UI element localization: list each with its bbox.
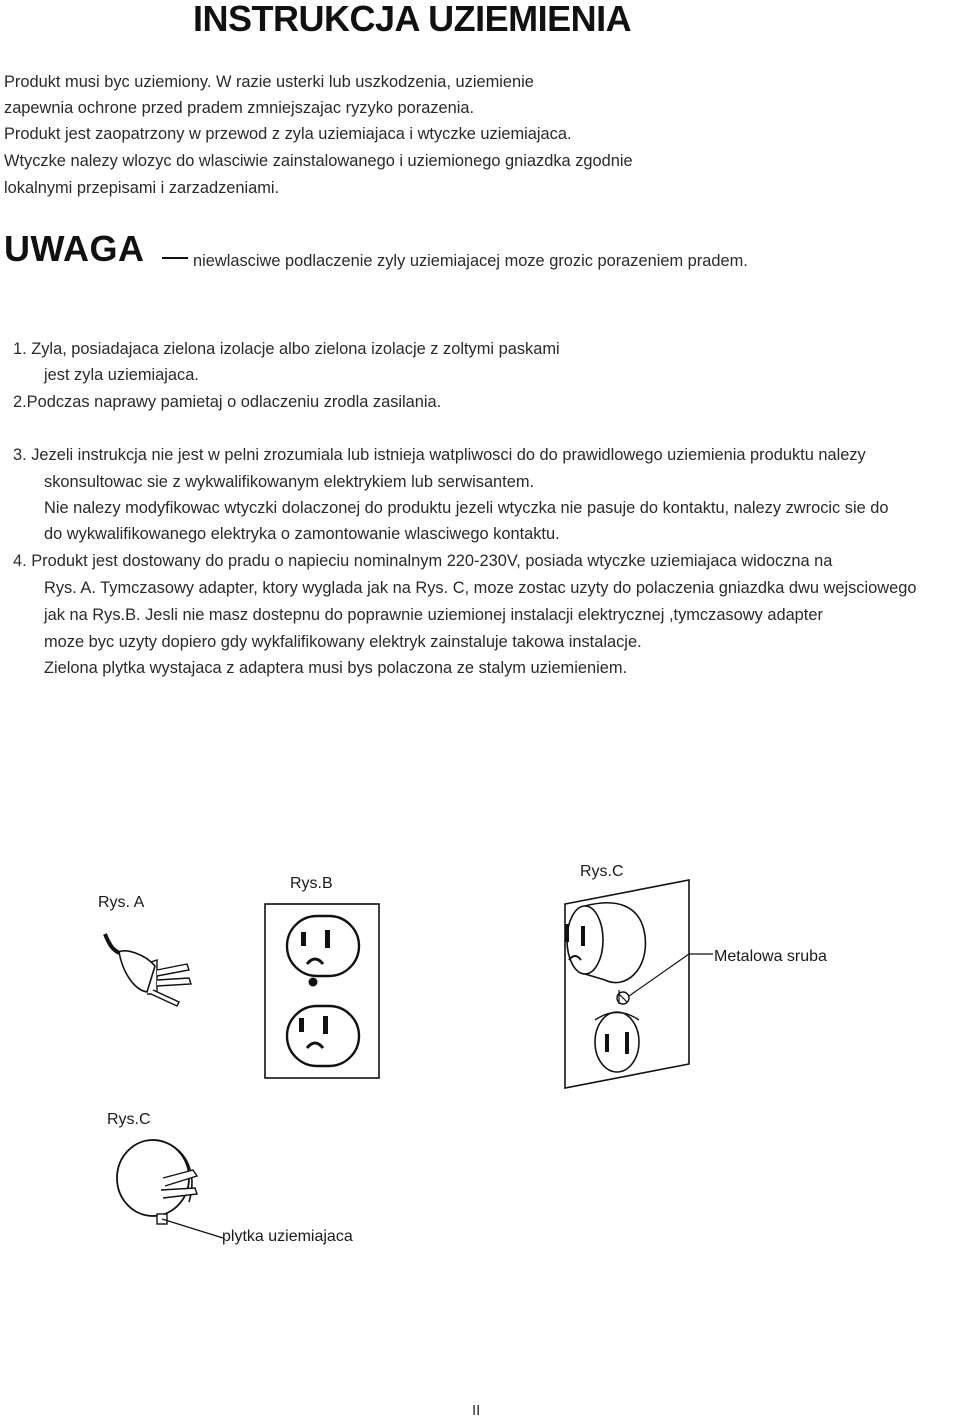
list-line: Nie nalezy modyfikowac wtyczki dolaczonej do produktu jezeli wtyczka nie pasuje do kontaktu, nalezy zwrocic sie do xyxy=(44,499,889,517)
intro-line: Wtyczke nalezy wlozyc do wlasciwie zainstalowanego i uziemionego gniazdka zgodnie xyxy=(4,152,633,170)
plate-label: plytka uziemiajaca xyxy=(222,1228,353,1245)
list-line: Zielona plytka wystajaca z adaptera musi bys polaczona ze stalym uziemieniem. xyxy=(44,659,628,677)
list-line: 2.Podczas naprawy pamietaj o odlaczeniu zrodla zasilania. xyxy=(13,393,442,411)
intro-line: Produkt musi byc uziemiony. W razie usterki lub uszkodzenia, uziemienie xyxy=(4,73,534,91)
duplex-outlet-illustration xyxy=(263,902,383,1082)
list-line: jak na Rys.B. Jesli nie masz dostepnu do poprawnie uziemionej instalacji elektrycznej ,tymczasowy adapter xyxy=(44,606,823,624)
intro-line: lokalnymi przepisami i zarzadzeniami. xyxy=(4,179,280,197)
page-number: II xyxy=(472,1402,481,1419)
adapter-with-plate-illustration xyxy=(105,1130,235,1240)
list-line: do wykwalifikowanego elektryka o zamontowanie wlasciwego kontaktu. xyxy=(44,525,560,543)
warning-dash xyxy=(162,257,188,259)
screw-label: Metalowa sruba xyxy=(714,948,827,965)
page-title: INSTRUKCJA UZIEMIENIA xyxy=(193,0,632,39)
fig-b-label: Rys.B xyxy=(290,875,333,892)
list-line: jest zyla uziemiajaca. xyxy=(44,366,199,384)
fig-c-label: Rys.C xyxy=(580,863,624,880)
list-line: Rys. A. Tymczasowy adapter, ktory wyglada jak na Rys. C, moze zostac uzyty do polaczenia gniazdka dwu wejsciowego xyxy=(44,579,917,597)
list-line: 1. Zyla, posiadajaca zielona izolacje albo zielona izolacje z zoltymi paskami xyxy=(13,340,560,358)
fig-c2-label: Rys.C xyxy=(107,1111,151,1128)
list-line: 3. Jezeli instrukcja nie jest w pelni zrozumiala lub istnieja watpliwosci do do prawidlowego uziemienia produktu nalezy xyxy=(13,446,866,464)
fig-a-label: Rys. A xyxy=(98,894,145,911)
list-line: skonsultowac sie z wykwalifikowanym elektrykiem lub serwisantem. xyxy=(44,473,535,491)
warning-label: UWAGA xyxy=(4,228,145,269)
list-line: 4. Produkt jest dostowany do pradu o napieciu nominalnym 220-230V, posiada wtyczke uziemiajaca widoczna na xyxy=(13,552,833,570)
list-line: moze byc uzyty dopiero gdy wykfalifikowany elektryk zainstaluje takowa instalacje. xyxy=(44,633,642,651)
adapter-on-outlet-illustration xyxy=(545,880,715,1090)
intro-line: Produkt jest zaopatrzony w przewod z zyla uziemiajaca i wtyczke uziemiajaca. xyxy=(4,125,572,143)
warning-text: niewlasciwe podlaczenie zyly uziemiajacej moze grozic porazeniem pradem. xyxy=(193,252,748,270)
intro-line: zapewnia ochrone przed pradem zmniejszajac ryzyko porazenia. xyxy=(4,99,475,117)
grounded-plug-illustration xyxy=(95,930,225,1010)
